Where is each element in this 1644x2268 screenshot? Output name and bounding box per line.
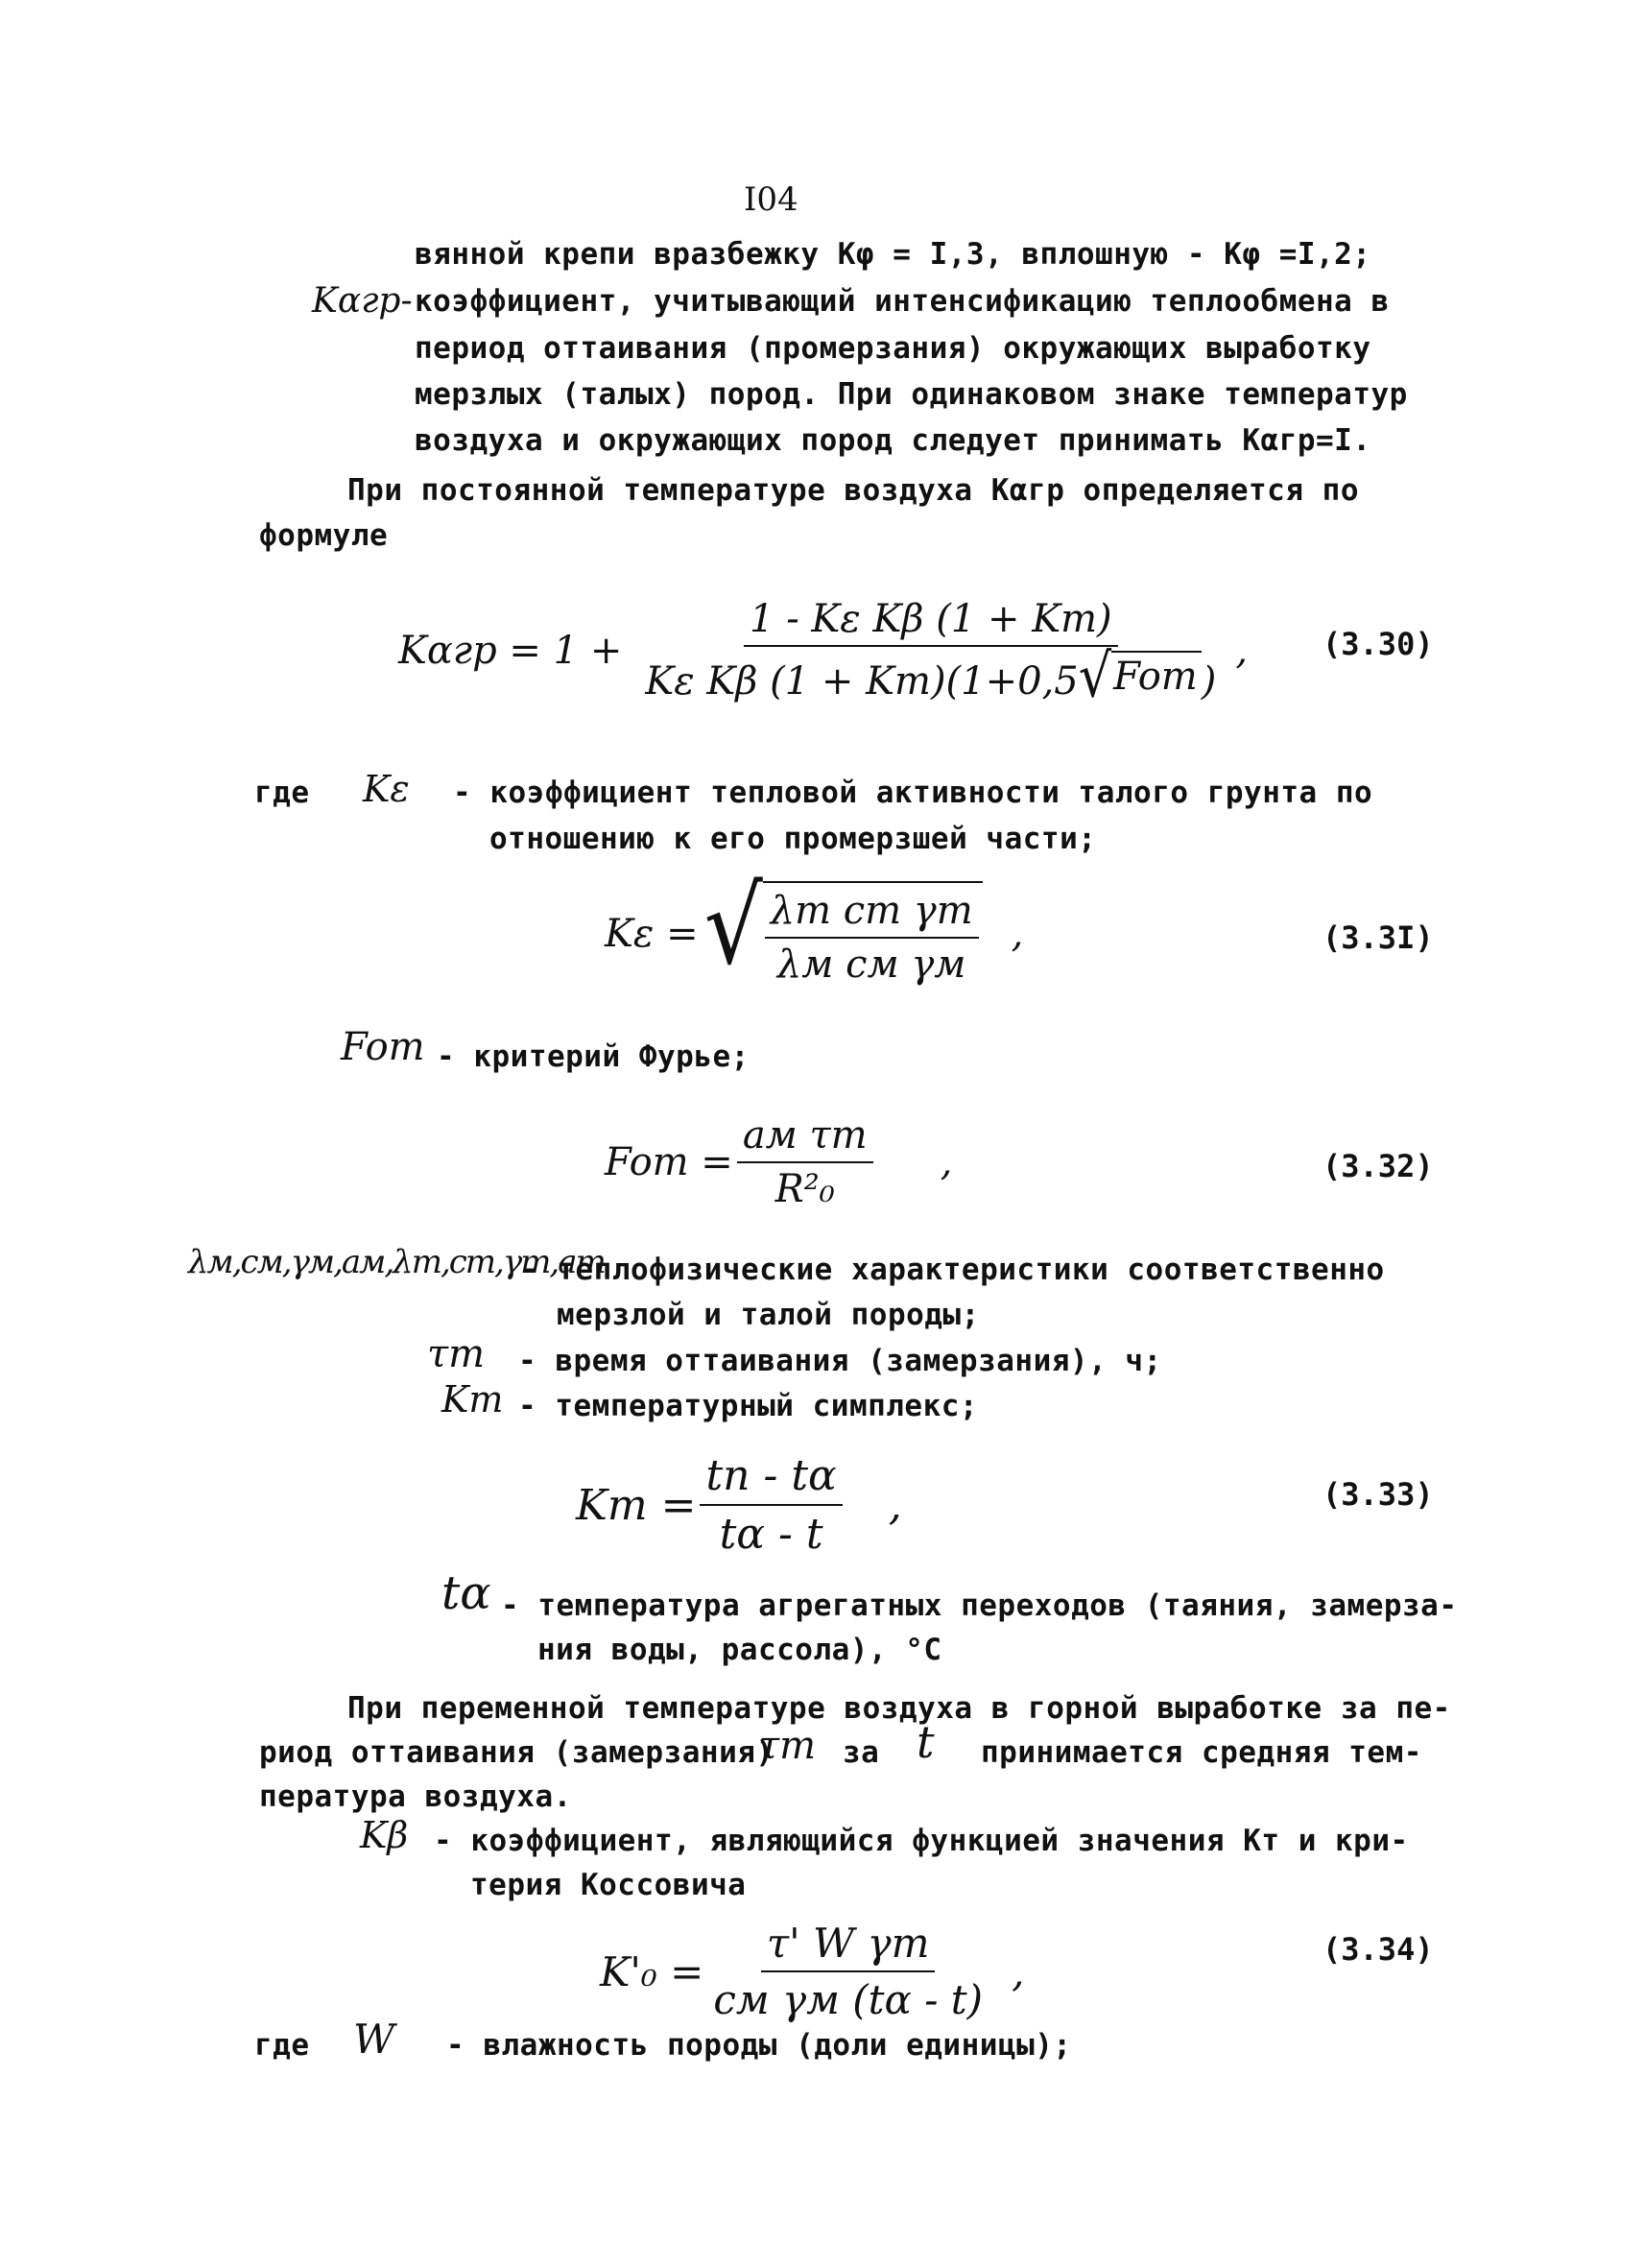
def-w-where: где xyxy=(254,2028,310,2063)
eq331-lhs: Kε = xyxy=(605,912,699,956)
eq334-lhs: K'₀ = xyxy=(600,1947,704,1995)
eq330-den-part-b: ) xyxy=(1201,659,1217,704)
eq334-number: (3.34) xyxy=(1322,1931,1434,1968)
para2-tau-symbol: τт xyxy=(758,1724,817,1768)
def-fo-text: - критерий Фурье; xyxy=(437,1039,750,1074)
eq330-denominator xyxy=(639,641,1222,711)
def-kb-line-1: - коэффициент, являющийся функцией значения Kт и кри- xyxy=(434,1824,1409,1858)
def-ke-symbol: Kε xyxy=(363,768,410,810)
equation-3-32 xyxy=(605,1113,952,1211)
eq332-comma: , xyxy=(940,1140,953,1184)
def-ta-line-2: ния воды, рассола), °C xyxy=(537,1633,942,1667)
def-ta-symbol: tα xyxy=(441,1566,491,1620)
eq333-numerator: tп - tα xyxy=(700,1451,842,1506)
eq330-number: (3.30) xyxy=(1322,626,1434,662)
eq333-fraction xyxy=(700,1451,842,1559)
eq332-fraction xyxy=(737,1113,873,1211)
eq331-fraction xyxy=(765,889,979,987)
equation-3-33 xyxy=(576,1451,902,1559)
eq334-denominator: cм γм (tα - t) xyxy=(713,1976,984,2023)
eq333-comma: , xyxy=(888,1480,902,1530)
def-params-line-2: мерзлой и талой породы; xyxy=(557,1298,980,1332)
def-params-line-1: - теплофизические характеристики соответственно xyxy=(520,1253,1385,1287)
para2-line-1: При переменной температуре воздуха в горной выработке за пе- xyxy=(347,1691,1451,1726)
def-fo-symbol: Foт xyxy=(341,1025,425,1069)
equation-3-34 xyxy=(600,1920,1024,2023)
eq331-number: (3.3I) xyxy=(1322,919,1434,956)
eq332-denominator: R²₀ xyxy=(774,1167,835,1211)
eq332-lhs: Foт = xyxy=(605,1140,733,1184)
eq332-number: (3.32) xyxy=(1322,1148,1434,1184)
eq334-numerator: τ' W γт xyxy=(761,1920,936,1972)
eq330-comma: , xyxy=(1235,628,1249,673)
equation-3-30 xyxy=(398,597,1249,711)
para1-line-1: При постоянной температуре воздуха Kαгр определяется по xyxy=(347,473,1359,508)
def-params-symbols: λм,cм,γм,aм,λт,cт,γт,aт xyxy=(188,1243,605,1281)
def-kb-symbol: Kβ xyxy=(360,1814,409,1856)
para2-line-3: пература воздуха. xyxy=(259,1779,572,1814)
def-tau-text: - время оттаивания (замерзания), ч; xyxy=(518,1344,1162,1378)
k-agr-def-line-3: мерзлых (талых) пород. При одинаковом знаке температур xyxy=(415,377,1408,412)
page-number: I04 xyxy=(744,180,798,219)
eq332-numerator: aм τт xyxy=(737,1113,873,1163)
eq331-sqrt: √ $\frac{\text{λт cт γт}}{\text{λм cм γм}}$ xyxy=(704,881,983,987)
para2-t-symbol: t xyxy=(917,1716,935,1768)
eq330-fraction xyxy=(639,597,1222,711)
eq330-lhs: Kαгр = 1 + xyxy=(398,628,623,673)
def-ta-line-1: - температура агрегатных переходов (таяния, замерза- xyxy=(501,1588,1458,1623)
def-kb-line-2: терия Коссовича xyxy=(470,1868,747,1902)
para2-line-2a: риод оттаивания (замерзания) xyxy=(259,1735,774,1770)
eq330-numerator: 1 - Kε Kβ (1 + Kт) xyxy=(744,597,1118,647)
eq330-den-root: Foт xyxy=(1111,651,1202,703)
def-ke-where: где xyxy=(254,776,310,810)
k-agr-def-line-2: период оттаивания (промерзания) окружающих выработку xyxy=(415,331,1371,366)
eq330-den-part-a: Kε Kβ (1 + Kт)(1+0,5 xyxy=(645,659,1079,704)
k-agr-def-line-1: коэффициент, учитывающий интенсификацию теплообмена в xyxy=(415,284,1390,319)
def-tau-symbol: τт xyxy=(427,1332,486,1376)
eq331-denominator: λм cм γм xyxy=(776,943,966,987)
eq334-comma: , xyxy=(1012,1947,1025,1995)
para2-za: за xyxy=(843,1735,880,1770)
para1-line-2: формуле xyxy=(259,518,389,553)
def-w-text: - влажность породы (доли единицы); xyxy=(446,2028,1072,2063)
eq331-comma: , xyxy=(1011,912,1024,956)
def-ke-line-2: отношению к его промерзшей части; xyxy=(489,822,1097,856)
intro-line-1: вянной крепи вразбежку Kφ = I,3, вплошную - Kφ =I,2; xyxy=(415,237,1371,272)
eq333-lhs: Kт = xyxy=(576,1480,697,1530)
k-agr-symbol: Kαгр- xyxy=(312,281,413,321)
eq333-denominator: tα - t xyxy=(719,1510,823,1559)
eq334-fraction xyxy=(707,1920,989,2023)
k-agr-def-line-4: воздуха и окружающих пород следует принимать Kαгр=I. xyxy=(415,423,1371,458)
def-kt-text: - температурный симплекс; xyxy=(518,1389,979,1423)
equation-3-31 xyxy=(605,864,1024,989)
def-w-symbol: W xyxy=(353,2016,395,2063)
eq330-sqrt: √ Foт xyxy=(1079,651,1202,703)
para2-line-2c: принимается средняя тем- xyxy=(981,1735,1422,1770)
def-kt-symbol: Kт xyxy=(441,1378,504,1420)
def-ke-line-1: - коэффициент тепловой активности талого грунта по xyxy=(453,776,1373,810)
eq331-numerator: λт cт γт xyxy=(765,889,979,939)
eq333-number: (3.33) xyxy=(1322,1476,1434,1513)
